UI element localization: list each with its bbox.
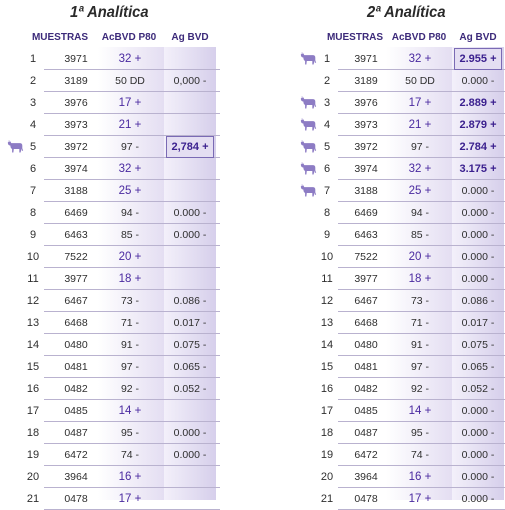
acbvd-value: 73 - [410,295,430,307]
row-number: 2 [29,75,37,87]
acbvd-header: AcBVD P80 [391,32,447,43]
table-row [296,422,505,444]
agbvd-header: Ag BVD [171,32,209,43]
agbvd-value: 0.000 - [173,427,207,439]
sample-id: 6468 [354,317,378,329]
row-number: 6 [323,163,331,175]
acbvd-value: 50 DD [115,75,145,87]
sample-id: 3977 [354,273,378,285]
acbvd-value: 14 + [408,405,432,417]
row-number: 11 [27,273,39,285]
sample-id: 0480 [64,339,88,351]
panel-title: 2ª Analítica [367,4,446,21]
acbvd-value: 32 + [408,163,432,175]
sample-id: 3976 [354,97,378,109]
table-row [0,70,220,92]
sample-id: 0480 [354,339,378,351]
acbvd-value: 16 + [118,471,142,483]
sample-id: 3964 [64,471,88,483]
sample-id: 0487 [64,427,88,439]
cow-icon [300,51,317,66]
table-row [296,378,505,400]
table-row [0,158,220,180]
table-row [296,114,505,136]
sample-id: 3976 [64,97,88,109]
table-row [0,224,220,246]
acbvd-value: 85 - [120,229,140,241]
acbvd-value: 18 + [408,273,432,285]
acbvd-value: 71 - [120,317,140,329]
table-row [296,246,505,268]
row-number: 4 [29,119,37,131]
row-number: 16 [26,383,40,395]
sample-id: 0482 [64,383,88,395]
table-row [296,70,505,92]
sample-id: 3973 [64,119,88,131]
table-row [296,444,505,466]
sample-id: 3971 [354,53,378,65]
row-number: 1 [29,53,37,65]
table-row [296,356,505,378]
sample-id: 6463 [64,229,88,241]
table-row [296,400,505,422]
row-number: 15 [26,361,40,373]
sample-id: 3977 [64,273,88,285]
acbvd-value: 74 - [120,449,140,461]
agbvd-value: 0.000 - [461,75,495,87]
sample-id: 0478 [64,493,88,505]
agbvd-value [166,158,214,180]
row-number: 16 [320,383,334,395]
row-number: 21 [320,493,334,505]
agbvd-value: 2.784 + [459,141,497,153]
agbvd-value [166,268,214,290]
acbvd-value: 20 + [118,251,142,263]
table-row [0,290,220,312]
agbvd-value: 2.879 + [459,119,497,131]
acbvd-value: 32 + [118,53,142,65]
sample-id: 6467 [64,295,88,307]
cow-icon [300,183,317,198]
row-number: 9 [29,229,37,241]
agbvd-value [166,466,214,488]
agbvd-value [166,92,214,114]
acbvd-value: 97 - [120,141,140,153]
agbvd-value: 0.000 - [461,427,495,439]
row-number: 13 [26,317,40,329]
acbvd-value: 21 + [118,119,142,131]
acbvd-value: 94 - [120,207,140,219]
agbvd-value: 0.000 - [461,207,495,219]
row-number: 13 [320,317,334,329]
sample-id: 3974 [64,163,88,175]
sample-id: 6467 [354,295,378,307]
table-row [296,488,505,510]
agbvd-value: 0.000 - [173,449,207,461]
sample-id: 3964 [354,471,378,483]
cow-icon [300,139,317,154]
sample-id: 0487 [354,427,378,439]
acbvd-value: 32 + [118,163,142,175]
sample-id: 3973 [354,119,378,131]
cow-icon [300,117,317,132]
sample-id: 3189 [64,75,88,87]
table-row [296,158,505,180]
sample-id: 0481 [64,361,88,373]
sample-id: 0478 [354,493,378,505]
acbvd-value: 92 - [120,383,140,395]
agbvd-value: 0.017 - [461,317,495,329]
table-row [0,400,220,422]
acbvd-value: 73 - [120,295,140,307]
second-analysis-panel [296,0,505,505]
acbvd-value: 14 + [118,405,142,417]
row-number: 14 [320,339,334,351]
acbvd-value: 21 + [408,119,432,131]
row-number: 7 [29,185,37,197]
acbvd-value: 18 + [118,273,142,285]
agbvd-value: 2.955 + [454,48,502,70]
agbvd-value: 0.000 - [173,229,207,241]
table-row [0,466,220,488]
row-number: 20 [26,471,40,483]
sample-id: 3188 [64,185,88,197]
agbvd-value: 2,784 + [166,136,214,158]
sample-id: 6463 [354,229,378,241]
sample-id: 3974 [354,163,378,175]
table-row [0,312,220,334]
sample-id: 3972 [64,141,88,153]
sample-id: 6469 [354,207,378,219]
row-number: 1 [323,53,331,65]
acbvd-value: 25 + [408,185,432,197]
agbvd-value: 0.000 - [461,471,495,483]
agbvd-value: 0.086 - [173,295,207,307]
row-number: 15 [320,361,334,373]
table-row [0,136,220,158]
acbvd-value: 97 - [410,361,430,373]
muestras-header: MUESTRAS [31,32,89,43]
row-number: 3 [29,97,37,109]
agbvd-value: 0.000 - [461,405,495,417]
sample-id: 6469 [64,207,88,219]
agbvd-value: 0.000 - [461,449,495,461]
acbvd-value: 95 - [410,427,430,439]
table-row [0,488,220,510]
agbvd-value: 0.000 - [173,207,207,219]
row-number: 18 [320,427,334,439]
row-number: 2 [323,75,331,87]
agbvd-value [166,488,214,510]
table-row [296,268,505,290]
acbvd-value: 85 - [410,229,430,241]
acbvd-value: 20 + [408,251,432,263]
row-number: 19 [320,449,334,461]
sample-id: 3189 [354,75,378,87]
row-number: 10 [320,251,334,263]
sample-id: 6468 [64,317,88,329]
agbvd-value: 0.086 - [461,295,495,307]
row-number: 17 [26,405,40,417]
agbvd-value: 0,000 - [173,75,207,87]
row-number: 12 [26,295,40,307]
sample-id: 0485 [354,405,378,417]
agbvd-value [166,48,214,70]
acbvd-value: 74 - [410,449,430,461]
agbvd-value: 0.017 - [173,317,207,329]
table-row [296,224,505,246]
row-number: 9 [323,229,331,241]
acbvd-value: 92 - [410,383,430,395]
table-row [296,312,505,334]
agbvd-value: 0.000 - [461,185,495,197]
table-row [296,202,505,224]
row-number: 11 [321,273,333,285]
table-row [296,334,505,356]
table-row [296,180,505,202]
agbvd-value: 0.000 - [461,493,495,505]
table-row [296,290,505,312]
table-row [0,334,220,356]
table-row [0,92,220,114]
table-row [0,48,220,70]
row-number: 4 [323,119,331,131]
table-row [0,268,220,290]
row-number: 3 [323,97,331,109]
row-number: 6 [29,163,37,175]
acbvd-value: 97 - [120,361,140,373]
cow-icon [300,161,317,176]
row-number: 17 [320,405,334,417]
agbvd-value: 0.052 - [461,383,495,395]
sample-id: 7522 [354,251,378,263]
agbvd-value [166,114,214,136]
agbvd-value [166,246,214,268]
agbvd-value [166,180,214,202]
acbvd-value: 32 + [408,53,432,65]
row-number: 5 [29,141,37,153]
agbvd-value: 2.889 + [459,97,497,109]
table-row [0,246,220,268]
agbvd-value: 0.000 - [461,273,495,285]
row-number: 12 [320,295,334,307]
acbvd-value: 25 + [118,185,142,197]
acbvd-value: 91 - [120,339,140,351]
sample-id: 3188 [354,185,378,197]
acbvd-value: 94 - [410,207,430,219]
acbvd-value: 17 + [408,493,432,505]
table-row [0,444,220,466]
panel-title: 1ª Analítica [70,4,149,21]
acbvd-value: 17 + [408,97,432,109]
agbvd-header: Ag BVD [459,32,497,43]
table-row [0,114,220,136]
agbvd-value: 0.075 - [461,339,495,351]
table-row [296,466,505,488]
acbvd-header: AcBVD P80 [101,32,157,43]
agbvd-value: 0.075 - [173,339,207,351]
sample-id: 6472 [354,449,378,461]
sample-id: 3971 [64,53,88,65]
table-row [0,356,220,378]
row-number: 18 [26,427,40,439]
agbvd-value: 0.065 - [461,361,495,373]
acbvd-value: 95 - [120,427,140,439]
acbvd-value: 50 DD [405,75,435,87]
acbvd-value: 16 + [408,471,432,483]
sample-id: 0482 [354,383,378,395]
agbvd-value: 0.065 - [173,361,207,373]
muestras-header: MUESTRAS [326,32,384,43]
row-number: 14 [26,339,40,351]
sample-id: 0481 [354,361,378,373]
sample-id: 3972 [354,141,378,153]
sample-id: 0485 [64,405,88,417]
row-number: 7 [323,185,331,197]
row-number: 8 [323,207,331,219]
cow-icon [300,95,317,110]
row-number: 20 [320,471,334,483]
sample-id: 6472 [64,449,88,461]
table-row [0,378,220,400]
agbvd-value: 0.000 - [461,251,495,263]
table-row [296,48,505,70]
row-number: 8 [29,207,37,219]
row-number: 10 [26,251,40,263]
acbvd-value: 91 - [410,339,430,351]
row-number: 21 [26,493,40,505]
table-row [0,180,220,202]
row-number: 5 [323,141,331,153]
table-row [296,92,505,114]
table-row [0,202,220,224]
first-analysis-panel [0,0,220,505]
agbvd-value: 3.175 + [459,163,497,175]
agbvd-value [166,400,214,422]
table-row [0,422,220,444]
agbvd-value: 0.052 - [173,383,207,395]
acbvd-value: 17 + [118,493,142,505]
sample-id: 7522 [64,251,88,263]
acbvd-value: 17 + [118,97,142,109]
acbvd-value: 71 - [410,317,430,329]
table-row [296,136,505,158]
agbvd-value: 0.000 - [461,229,495,241]
row-number: 19 [26,449,40,461]
acbvd-value: 97 - [410,141,430,153]
